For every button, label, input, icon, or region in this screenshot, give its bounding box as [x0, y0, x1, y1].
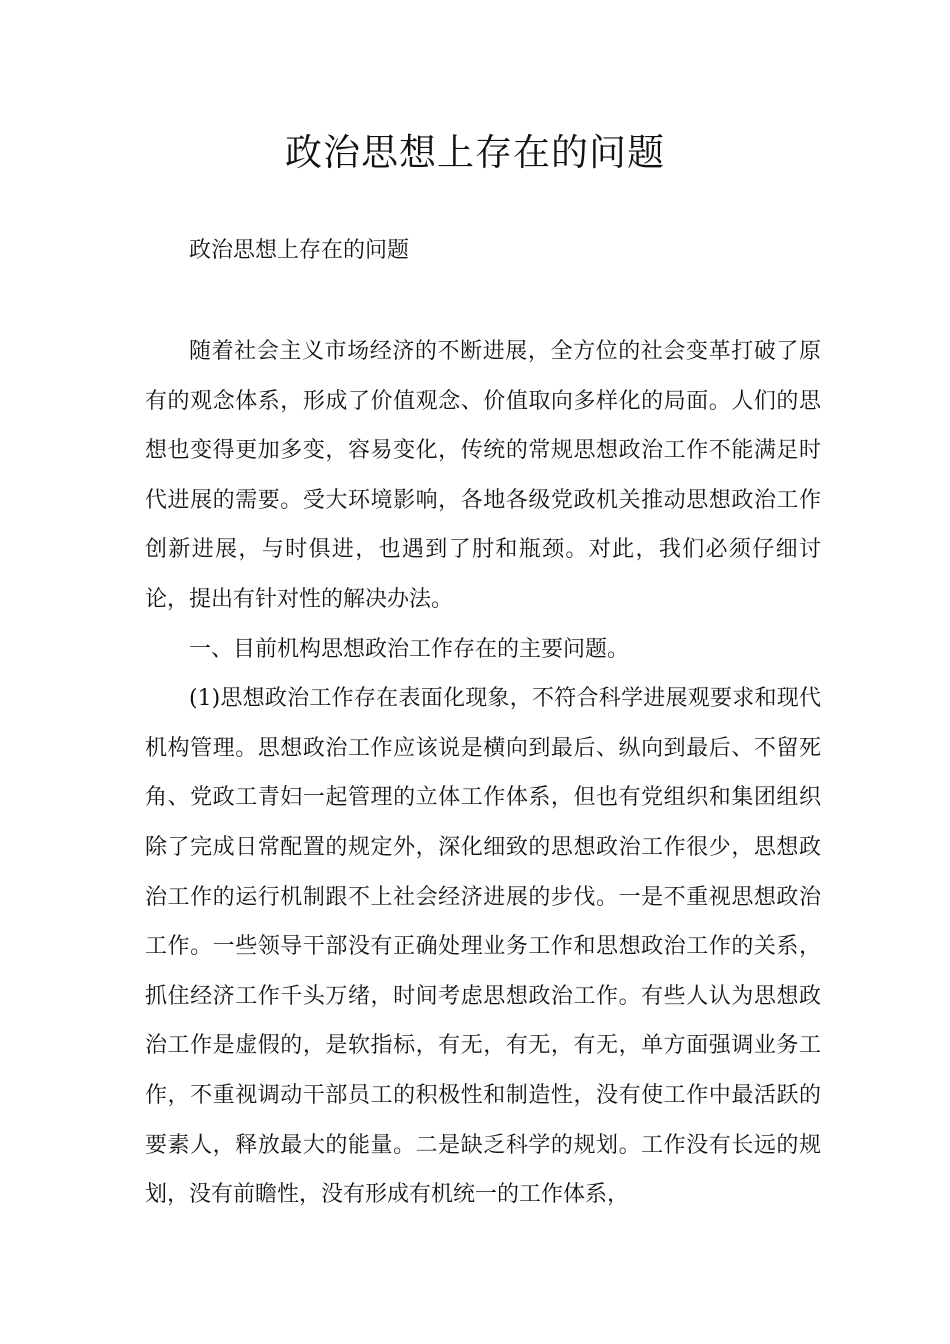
document-subtitle-block	[145, 226, 821, 276]
paragraph-problem-1: (1)思想政治工作存在表面化现象，不符合科学进展观要求和现代机构管理。思想政治工作应该说是横向到最后、纵向到最后、不留死角、党政工青妇一起管理的立体工作体系，但也有党组织和集团组织除了完成日常配置的规定外，深化细致的思想政治工作很少，思想政治工作的运行机制跟不上社会经济进展的步伐。一是不重视思想政治工作。一些领导干部没有正确处理业务工作和思想政治工作的关系，抓住经济工作千头万绪，时间考虑思想政治工作。有些人认为思想政治工作是虚假的，是软指标，有无，有无，有无，单方面强调业务工作，不重视调动干部员工的积极性和制造性，没有使工作中最活跃的要素人，释放最大的能量。二是缺乏科学的规划。工作没有长远的规划，没有前瞻性，没有形成有机统一的工作体系，	[145, 686, 821, 1208]
paragraph-intro: 随着社会主义市场经济的不断进展，全方位的社会变革打破了原有的观念体系，形成了价值观念、价值取向多样化的局面。人们的思想也变得更加多变，容易变化，传统的常规思想政治工作不能满足时代进展的需要。受大环境影响，各地各级党政机关推动思想政治工作创新进展，与时俱进，也遇到了肘和瓶颈。对此，我们必须仔细讨论，提出有针对性的解决办法。	[145, 339, 821, 612]
document-body	[145, 327, 821, 1220]
document-subtitle: 政治思想上存在的问题	[189, 238, 410, 263]
paragraph-section-heading: 一、目前机构思想政治工作存在的主要问题。	[189, 636, 630, 662]
document-title: 政治思想上存在的问题	[285, 131, 665, 174]
